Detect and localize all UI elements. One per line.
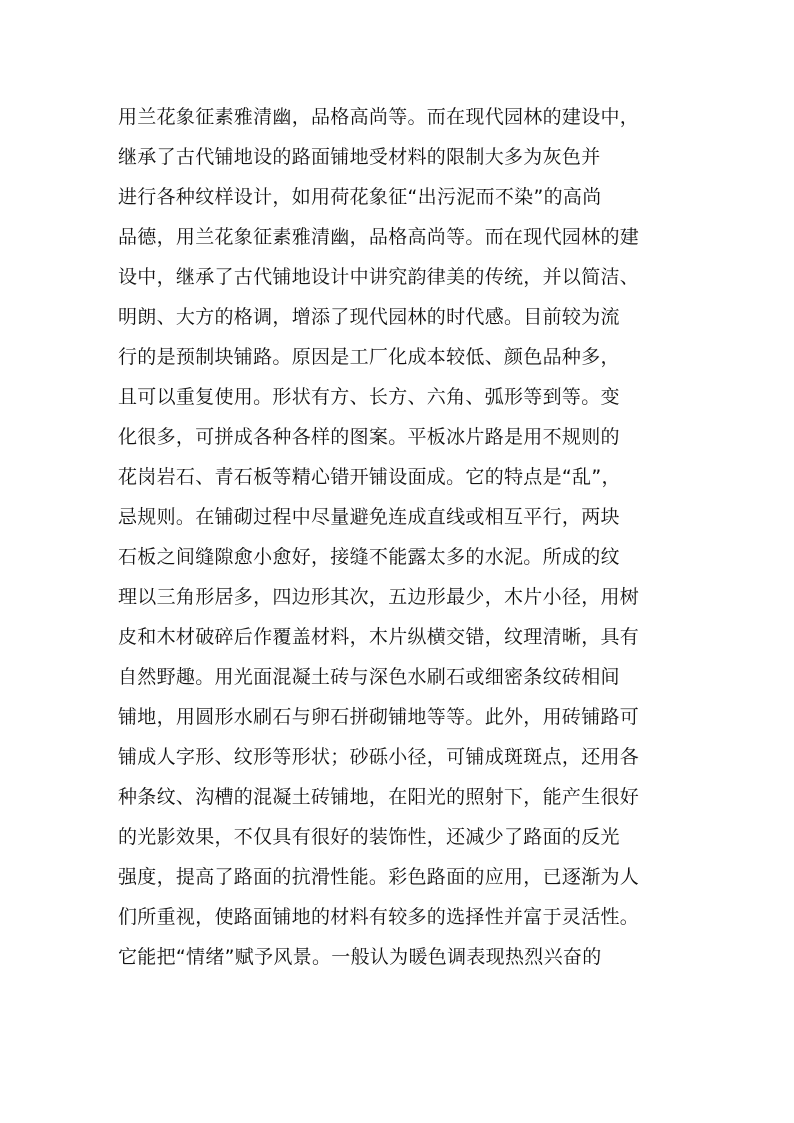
text-line: 强度，提高了路面的抗滑性能。彩色路面的应用，已逐渐为人	[118, 866, 640, 888]
text-line: 化很多，可拼成各种各样的图案。平板冰片路是用不规则的	[118, 426, 620, 448]
text-line: 自然野趣。用光面混凝土砖与深色水刷石或细密条纹砖相间	[118, 666, 620, 688]
text-line: 明朗、大方的格调，增添了现代园林的时代感。目前较为流	[118, 306, 620, 328]
text-line: 种条纹、沟槽的混凝土砖铺地，在阳光的照射下，能产生很好	[118, 786, 640, 808]
text-line: 设中，继承了古代铺地设计中讲究韵律美的传统，并以简洁、	[118, 266, 640, 288]
text-line: 铺地，用圆形水刷石与卵石拼砌铺地等等。此外，用砖铺路可	[118, 706, 640, 728]
text-line: 忌规则。在铺砌过程中尽量避免连成直线或相互平行，两块	[118, 506, 620, 528]
text-line: 皮和木材破碎后作覆盖材料，木片纵横交错，纹理清晰，具有	[118, 626, 640, 648]
text-line: 铺成人字形、纹形等形状；砂砾小径，可铺成斑斑点，还用各	[118, 746, 640, 768]
text-line: 用兰花象征素雅清幽，品格高尚等。而在现代园林的建设中，	[118, 106, 640, 128]
text-line: 的光影效果，不仅具有很好的装饰性，还减少了路面的反光	[118, 826, 620, 848]
text-line: 进行各种纹样设计，如用荷花象征“出污泥而不染”的高尚	[118, 186, 602, 208]
text-line: 石板之间缝隙愈小愈好，接缝不能露太多的水泥。所成的纹	[118, 546, 620, 568]
text-line: 品德，用兰花象征素雅清幽，品格高尚等。而在现代园林的建	[118, 226, 640, 248]
text-line: 继承了古代铺地设的路面铺地受材料的限制大多为灰色并	[118, 146, 601, 168]
text-line: 们所重视，使路面铺地的材料有较多的选择性并富于灵活性。	[118, 906, 640, 928]
text-line: 且可以重复使用。形状有方、长方、六角、弧形等到等。变	[118, 386, 620, 408]
body-text	[118, 97, 698, 977]
text-line: 行的是预制块铺路。原因是工厂化成本较低、颜色品种多，	[118, 346, 620, 368]
text-line: 花岗岩石、青石板等精心错开铺设面成。它的特点是“乱”，	[118, 466, 621, 488]
text-line: 理以三角形居多，四边形其次，五边形最少，木片小径，用树	[118, 586, 640, 608]
text-line: 它能把“情绪”赋予风景。一般认为暖色调表现热烈兴奋的	[118, 946, 602, 968]
